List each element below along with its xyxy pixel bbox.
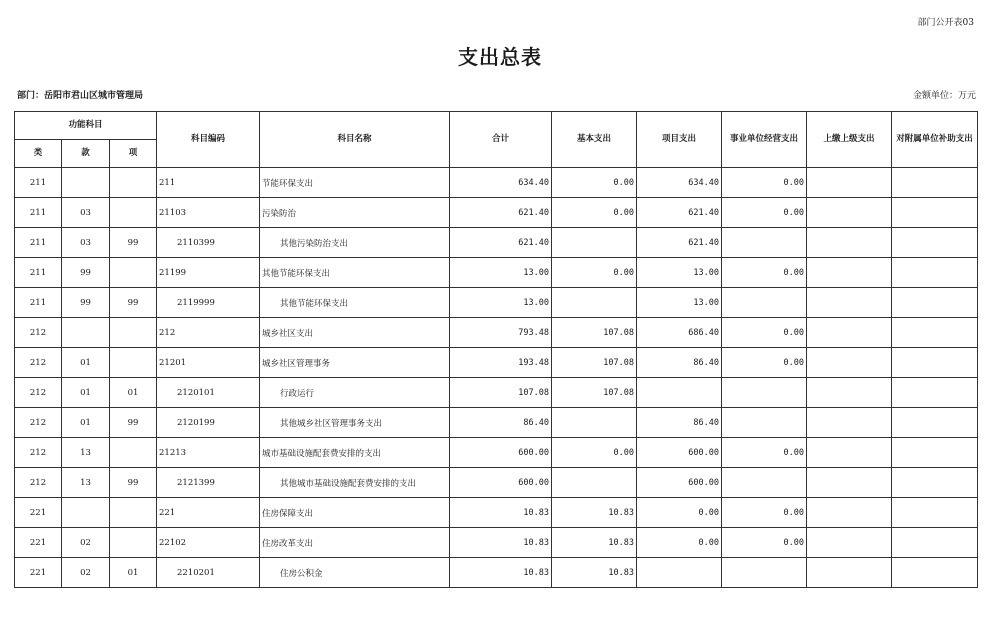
cell-lei: 212 bbox=[15, 318, 62, 348]
cell-subsidy bbox=[892, 258, 978, 288]
cell-xiang: 99 bbox=[110, 288, 157, 318]
cell-name: 污染防治 bbox=[260, 198, 450, 228]
cell-code: 2119999 bbox=[157, 288, 260, 318]
cell-total: 600.00 bbox=[450, 438, 552, 468]
cell-business: 0.00 bbox=[722, 498, 807, 528]
cell-subsidy bbox=[892, 318, 978, 348]
cell-kuan: 99 bbox=[62, 288, 110, 318]
col-header-code: 科目编码 bbox=[157, 112, 260, 168]
cell-xiang: 99 bbox=[110, 228, 157, 258]
cell-project: 621.40 bbox=[637, 228, 722, 258]
cell-business bbox=[722, 288, 807, 318]
table-row bbox=[15, 438, 978, 468]
cell-lei: 221 bbox=[15, 558, 62, 588]
cell-total: 10.83 bbox=[450, 528, 552, 558]
cell-upper bbox=[807, 558, 892, 588]
cell-upper bbox=[807, 408, 892, 438]
cell-name: 节能环保支出 bbox=[260, 168, 450, 198]
cell-xiang bbox=[110, 318, 157, 348]
table-row bbox=[15, 288, 978, 318]
cell-code: 2210201 bbox=[157, 558, 260, 588]
cell-upper bbox=[807, 288, 892, 318]
col-header-business: 事业单位经营支出 bbox=[722, 112, 807, 168]
cell-business: 0.00 bbox=[722, 348, 807, 378]
form-number: 部门公开表03 bbox=[917, 18, 974, 28]
cell-xiang bbox=[110, 258, 157, 288]
amount-unit-label: 金额单位：万元 bbox=[912, 91, 976, 101]
col-header-upper: 上缴上级支出 bbox=[807, 112, 892, 168]
cell-upper bbox=[807, 378, 892, 408]
cell-name: 行政运行 bbox=[260, 378, 450, 408]
cell-lei: 221 bbox=[15, 528, 62, 558]
cell-basic: 107.08 bbox=[552, 348, 637, 378]
cell-total: 107.08 bbox=[450, 378, 552, 408]
cell-project: 600.00 bbox=[637, 468, 722, 498]
cell-kuan: 01 bbox=[62, 348, 110, 378]
cell-name: 城乡社区支出 bbox=[260, 318, 450, 348]
table-row bbox=[15, 318, 978, 348]
cell-business bbox=[722, 558, 807, 588]
cell-basic bbox=[552, 408, 637, 438]
cell-total: 634.40 bbox=[450, 168, 552, 198]
cell-business: 0.00 bbox=[722, 528, 807, 558]
cell-code: 211 bbox=[157, 168, 260, 198]
cell-kuan: 03 bbox=[62, 198, 110, 228]
cell-subsidy bbox=[892, 198, 978, 228]
cell-basic: 107.08 bbox=[552, 318, 637, 348]
cell-code: 2121399 bbox=[157, 468, 260, 498]
cell-subsidy bbox=[892, 288, 978, 318]
cell-project: 634.40 bbox=[637, 168, 722, 198]
cell-name: 住房保障支出 bbox=[260, 498, 450, 528]
cell-code: 21201 bbox=[157, 348, 260, 378]
cell-basic: 10.83 bbox=[552, 498, 637, 528]
table-row bbox=[15, 408, 978, 438]
cell-total: 621.40 bbox=[450, 198, 552, 228]
table-row bbox=[15, 348, 978, 378]
cell-xiang bbox=[110, 198, 157, 228]
cell-total: 13.00 bbox=[450, 288, 552, 318]
cell-code: 2120199 bbox=[157, 408, 260, 438]
cell-code: 21213 bbox=[157, 438, 260, 468]
cell-subsidy bbox=[892, 468, 978, 498]
cell-xiang: 01 bbox=[110, 378, 157, 408]
cell-code: 21199 bbox=[157, 258, 260, 288]
cell-project: 0.00 bbox=[637, 528, 722, 558]
cell-kuan: 02 bbox=[62, 528, 110, 558]
cell-xiang bbox=[110, 498, 157, 528]
cell-subsidy bbox=[892, 378, 978, 408]
cell-project: 686.40 bbox=[637, 318, 722, 348]
page-title: 支出总表 bbox=[458, 45, 542, 69]
cell-name: 其他污染防治支出 bbox=[260, 228, 450, 258]
cell-kuan bbox=[62, 318, 110, 348]
cell-upper bbox=[807, 498, 892, 528]
cell-total: 600.00 bbox=[450, 468, 552, 498]
cell-business: 0.00 bbox=[722, 438, 807, 468]
cell-basic bbox=[552, 468, 637, 498]
cell-xiang bbox=[110, 438, 157, 468]
cell-upper bbox=[807, 198, 892, 228]
cell-total: 86.40 bbox=[450, 408, 552, 438]
cell-name: 其他节能环保支出 bbox=[260, 258, 450, 288]
cell-xiang bbox=[110, 168, 157, 198]
table-row bbox=[15, 228, 978, 258]
cell-kuan: 13 bbox=[62, 438, 110, 468]
cell-project: 13.00 bbox=[637, 258, 722, 288]
cell-kuan: 01 bbox=[62, 408, 110, 438]
cell-total: 10.83 bbox=[450, 558, 552, 588]
cell-project: 86.40 bbox=[637, 408, 722, 438]
department-label: 部门：岳阳市君山区城市管理局 bbox=[17, 91, 144, 101]
cell-project: 13.00 bbox=[637, 288, 722, 318]
cell-lei: 212 bbox=[15, 348, 62, 378]
cell-code: 221 bbox=[157, 498, 260, 528]
cell-name: 其他城乡社区管理事务支出 bbox=[260, 408, 450, 438]
cell-xiang: 01 bbox=[110, 558, 157, 588]
cell-lei: 211 bbox=[15, 168, 62, 198]
cell-project bbox=[637, 558, 722, 588]
cell-basic bbox=[552, 228, 637, 258]
table-row bbox=[15, 558, 978, 588]
cell-basic: 0.00 bbox=[552, 438, 637, 468]
cell-code: 212 bbox=[157, 318, 260, 348]
cell-kuan bbox=[62, 168, 110, 198]
col-header-name: 科目名称 bbox=[260, 112, 450, 168]
cell-upper bbox=[807, 318, 892, 348]
table-row bbox=[15, 258, 978, 288]
cell-code: 2110399 bbox=[157, 228, 260, 258]
cell-total: 13.00 bbox=[450, 258, 552, 288]
col-header-func-subject: 功能科目 bbox=[15, 112, 157, 140]
cell-code: 22102 bbox=[157, 528, 260, 558]
table-body bbox=[15, 168, 978, 588]
cell-lei: 211 bbox=[15, 198, 62, 228]
cell-basic bbox=[552, 288, 637, 318]
cell-business: 0.00 bbox=[722, 168, 807, 198]
cell-business: 0.00 bbox=[722, 258, 807, 288]
cell-basic: 0.00 bbox=[552, 258, 637, 288]
cell-kuan: 99 bbox=[62, 258, 110, 288]
cell-name: 其他城市基础设施配套费安排的支出 bbox=[260, 468, 450, 498]
table-row bbox=[15, 528, 978, 558]
cell-name: 住房公积金 bbox=[260, 558, 450, 588]
cell-kuan: 01 bbox=[62, 378, 110, 408]
cell-lei: 212 bbox=[15, 408, 62, 438]
cell-total: 10.83 bbox=[450, 498, 552, 528]
cell-upper bbox=[807, 258, 892, 288]
cell-subsidy bbox=[892, 228, 978, 258]
expenditure-table bbox=[14, 111, 978, 588]
cell-total: 193.48 bbox=[450, 348, 552, 378]
cell-lei: 212 bbox=[15, 378, 62, 408]
cell-name: 其他节能环保支出 bbox=[260, 288, 450, 318]
cell-subsidy bbox=[892, 438, 978, 468]
cell-project: 621.40 bbox=[637, 198, 722, 228]
cell-business: 0.00 bbox=[722, 198, 807, 228]
table-row bbox=[15, 498, 978, 528]
cell-name: 住房改革支出 bbox=[260, 528, 450, 558]
cell-upper bbox=[807, 438, 892, 468]
cell-code: 2120101 bbox=[157, 378, 260, 408]
cell-upper bbox=[807, 168, 892, 198]
cell-upper bbox=[807, 348, 892, 378]
cell-xiang: 99 bbox=[110, 468, 157, 498]
cell-business: 0.00 bbox=[722, 318, 807, 348]
cell-kuan: 02 bbox=[62, 558, 110, 588]
cell-upper bbox=[807, 468, 892, 498]
col-header-xiang: 项 bbox=[110, 140, 157, 168]
cell-total: 621.40 bbox=[450, 228, 552, 258]
cell-project bbox=[637, 378, 722, 408]
cell-lei: 221 bbox=[15, 498, 62, 528]
col-header-project: 项目支出 bbox=[637, 112, 722, 168]
cell-upper bbox=[807, 528, 892, 558]
cell-subsidy bbox=[892, 528, 978, 558]
table-row bbox=[15, 468, 978, 498]
cell-xiang: 99 bbox=[110, 408, 157, 438]
cell-business bbox=[722, 228, 807, 258]
cell-business bbox=[722, 468, 807, 498]
cell-project: 86.40 bbox=[637, 348, 722, 378]
cell-name: 城乡社区管理事务 bbox=[260, 348, 450, 378]
cell-business bbox=[722, 378, 807, 408]
cell-subsidy bbox=[892, 168, 978, 198]
cell-basic: 10.83 bbox=[552, 558, 637, 588]
cell-kuan: 03 bbox=[62, 228, 110, 258]
cell-subsidy bbox=[892, 408, 978, 438]
col-header-total: 合计 bbox=[450, 112, 552, 168]
col-header-kuan: 款 bbox=[62, 140, 110, 168]
cell-lei: 211 bbox=[15, 288, 62, 318]
cell-xiang bbox=[110, 348, 157, 378]
col-header-subsidy: 对附属单位补助支出 bbox=[892, 112, 978, 168]
col-header-lei: 类 bbox=[15, 140, 62, 168]
cell-upper bbox=[807, 228, 892, 258]
cell-basic: 0.00 bbox=[552, 198, 637, 228]
cell-subsidy bbox=[892, 498, 978, 528]
cell-subsidy bbox=[892, 348, 978, 378]
table-row bbox=[15, 168, 978, 198]
cell-code: 21103 bbox=[157, 198, 260, 228]
cell-project: 0.00 bbox=[637, 498, 722, 528]
table-row bbox=[15, 198, 978, 228]
cell-basic: 0.00 bbox=[552, 168, 637, 198]
cell-lei: 212 bbox=[15, 438, 62, 468]
cell-basic: 107.08 bbox=[552, 378, 637, 408]
cell-xiang bbox=[110, 528, 157, 558]
cell-basic: 10.83 bbox=[552, 528, 637, 558]
cell-name: 城市基础设施配套费安排的支出 bbox=[260, 438, 450, 468]
cell-total: 793.48 bbox=[450, 318, 552, 348]
cell-lei: 211 bbox=[15, 228, 62, 258]
col-header-basic: 基本支出 bbox=[552, 112, 637, 168]
cell-subsidy bbox=[892, 558, 978, 588]
cell-lei: 211 bbox=[15, 258, 62, 288]
cell-kuan bbox=[62, 498, 110, 528]
table-row bbox=[15, 378, 978, 408]
cell-project: 600.00 bbox=[637, 438, 722, 468]
cell-business bbox=[722, 408, 807, 438]
cell-lei: 212 bbox=[15, 468, 62, 498]
cell-kuan: 13 bbox=[62, 468, 110, 498]
